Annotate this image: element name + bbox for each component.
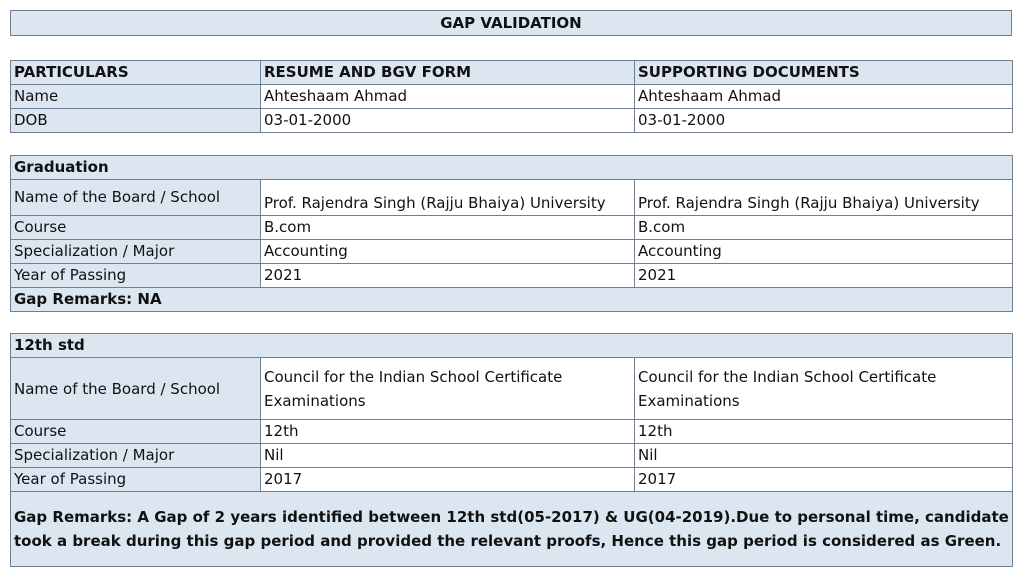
name-docs: Ahteshaam Ahmad xyxy=(635,85,1013,109)
name-label: Name xyxy=(11,85,261,109)
twelfth-board-resume: Council for the Indian School Certificate Examinations xyxy=(261,358,635,420)
dob-resume: 03-01-2000 xyxy=(261,109,635,133)
graduation-spec-label: Specialization / Major xyxy=(11,240,261,264)
dob-label: DOB xyxy=(11,109,261,133)
graduation-course-docs: B.com xyxy=(635,216,1013,240)
twelfth-year-resume: 2017 xyxy=(261,468,635,492)
personal-details-table xyxy=(10,60,1013,133)
twelfth-board-docs: Council for the Indian School Certificate Examinations xyxy=(635,358,1013,420)
twelfth-heading: 12th std xyxy=(11,334,1013,358)
name-resume: Ahteshaam Ahmad xyxy=(261,85,635,109)
header-supporting: SUPPORTING DOCUMENTS xyxy=(635,61,1013,85)
dob-row xyxy=(11,109,1013,133)
graduation-spec-docs: Accounting xyxy=(635,240,1013,264)
graduation-table xyxy=(10,155,1013,312)
page-title: GAP VALIDATION xyxy=(11,11,1012,36)
twelfth-board-label: Name of the Board / School xyxy=(11,358,261,420)
dob-docs: 03-01-2000 xyxy=(635,109,1013,133)
graduation-year-resume: 2021 xyxy=(261,264,635,288)
graduation-course-resume: B.com xyxy=(261,216,635,240)
name-row xyxy=(11,85,1013,109)
twelfth-course-docs: 12th xyxy=(635,420,1013,444)
twelfth-course-row xyxy=(11,420,1013,444)
graduation-year-docs: 2021 xyxy=(635,264,1013,288)
twelfth-spec-label: Specialization / Major xyxy=(11,444,261,468)
graduation-heading-row xyxy=(11,156,1013,180)
twelfth-table xyxy=(10,333,1013,567)
graduation-heading: Graduation xyxy=(11,156,1013,180)
graduation-year-row xyxy=(11,264,1013,288)
twelfth-board-row xyxy=(11,358,1013,420)
header-resume: RESUME AND BGV FORM xyxy=(261,61,635,85)
graduation-course-label: Course xyxy=(11,216,261,240)
header-particulars: PARTICULARS xyxy=(11,61,261,85)
graduation-board-resume: Prof. Rajendra Singh (Rajju Bhaiya) University xyxy=(261,180,635,216)
twelfth-spec-resume: Nil xyxy=(261,444,635,468)
graduation-board-row xyxy=(11,180,1013,216)
twelfth-course-label: Course xyxy=(11,420,261,444)
header-row xyxy=(11,61,1013,85)
graduation-course-row xyxy=(11,216,1013,240)
graduation-spec-row xyxy=(11,240,1013,264)
twelfth-spec-row xyxy=(11,444,1013,468)
twelfth-course-resume: 12th xyxy=(261,420,635,444)
twelfth-year-row xyxy=(11,468,1013,492)
twelfth-spec-docs: Nil xyxy=(635,444,1013,468)
title-table xyxy=(10,10,1012,36)
twelfth-heading-row xyxy=(11,334,1013,358)
graduation-board-label: Name of the Board / School xyxy=(11,180,261,216)
graduation-spec-resume: Accounting xyxy=(261,240,635,264)
twelfth-remarks-row xyxy=(11,492,1013,567)
graduation-remarks-row xyxy=(11,288,1013,312)
twelfth-year-label: Year of Passing xyxy=(11,468,261,492)
graduation-remarks: Gap Remarks: NA xyxy=(11,288,1013,312)
twelfth-remarks: Gap Remarks: A Gap of 2 years identified between 12th std(05-2017) & UG(04-2019).Due to personal time, candidate took a break during this gap period and provided the relevant proofs, Hence this gap period is considered as Green. xyxy=(11,492,1013,567)
graduation-year-label: Year of Passing xyxy=(11,264,261,288)
graduation-board-docs: Prof. Rajendra Singh (Rajju Bhaiya) University xyxy=(635,180,1013,216)
twelfth-year-docs: 2017 xyxy=(635,468,1013,492)
